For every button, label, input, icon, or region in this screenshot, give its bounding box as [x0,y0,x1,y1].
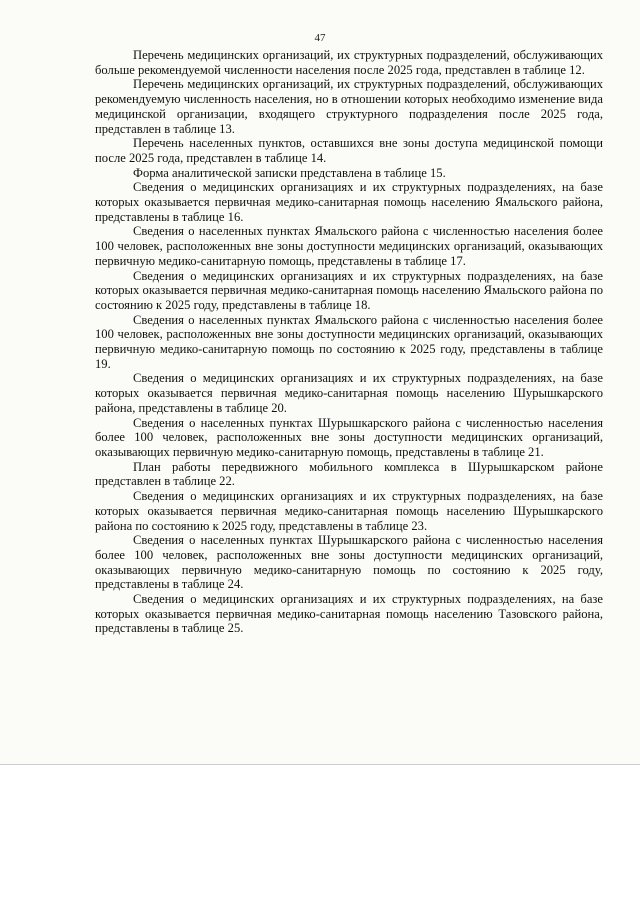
paragraph: Сведения о населенных пунктах Шурышкарского района с численностью населения более 100 человек, расположенных вне зоны доступности медицинских организаций, оказывающих первичную медико-санитарную помощь по состоянию к 2025 году, представлены в таблице 24. [95,533,603,592]
paragraph: План работы передвижного мобильного комплекса в Шурышкарском районе представлен в таблице 22. [95,459,603,489]
paragraph: Перечень медицинских организаций, их структурных подразделений, обслуживающих больше рекомендуемой численности населения после 2025 года, представлен в таблице 12. [95,48,603,77]
paragraph: Сведения о медицинских организациях и их структурных подразделениях, на базе которых оказывается первичная медико-санитарная помощь населению Шурышкарского района по состоянию к 2025 году, представлены в таблице 23. [95,489,603,533]
paragraph: Сведения о населенных пунктах Ямальского района с численностью населения более 100 человек, расположенных вне зоны доступности медицинских организаций, оказывающих первичную медико-санитарную помощь по состоянию к 2025 году, представлены в таблице 19. [95,312,603,371]
paragraph: Сведения о населенных пунктах Ямальского района с численностью населения более 100 человек, расположенных вне зоны доступности медицинских организаций, оказывающих первичную медико-санитарную помощь, представлены в таблице 17. [95,224,603,268]
paragraph: Перечень населенных пунктов, оставшихся вне зоны доступа медицинской помощи после 2025 года, представлен в таблице 14. [95,136,603,165]
page-number: 47 [314,32,326,44]
paragraph: Сведения о медицинских организациях и их структурных подразделениях, на базе которых оказывается первичная медико-санитарная помощь населению Ямальского района, представлены в таблице 16. [95,180,603,224]
paragraph: Сведения о медицинских организациях и их структурных подразделениях, на базе которых оказывается первичная медико-санитарная помощь населению Ямальского района по состоянию к 2025 году, представлены в таблице 18. [95,268,603,312]
paragraph: Форма аналитической записки представлена в таблице 15. [133,165,446,180]
paragraph: Сведения о медицинских организациях и их структурных подразделениях, на базе которых оказывается первичная медико-санитарная помощь населению Тазовского района, представлены в таблице 25. [95,592,603,636]
paragraph: Сведения о населенных пунктах Шурышкарского района с численностью населения более 100 человек, расположенных вне зоны доступности медицинских организаций, оказывающих первичную медико-санитарную помощь, представлены в таблице 21. [95,415,603,459]
paragraph: Сведения о медицинских организациях и их структурных подразделениях, на базе которых оказывается первичная медико-санитарная помощь населению Шурышкарского района, представлены в таблице 20. [95,371,603,415]
paragraph: Перечень медицинских организаций, их структурных подразделений, обслуживающих рекомендуемую численность населения, но в отношении которых необходимо изменение вида медицинской организации, входящего структурного подразделения после 2025 года, представлен в таблице 13. [95,77,603,136]
document-body [95,48,603,636]
